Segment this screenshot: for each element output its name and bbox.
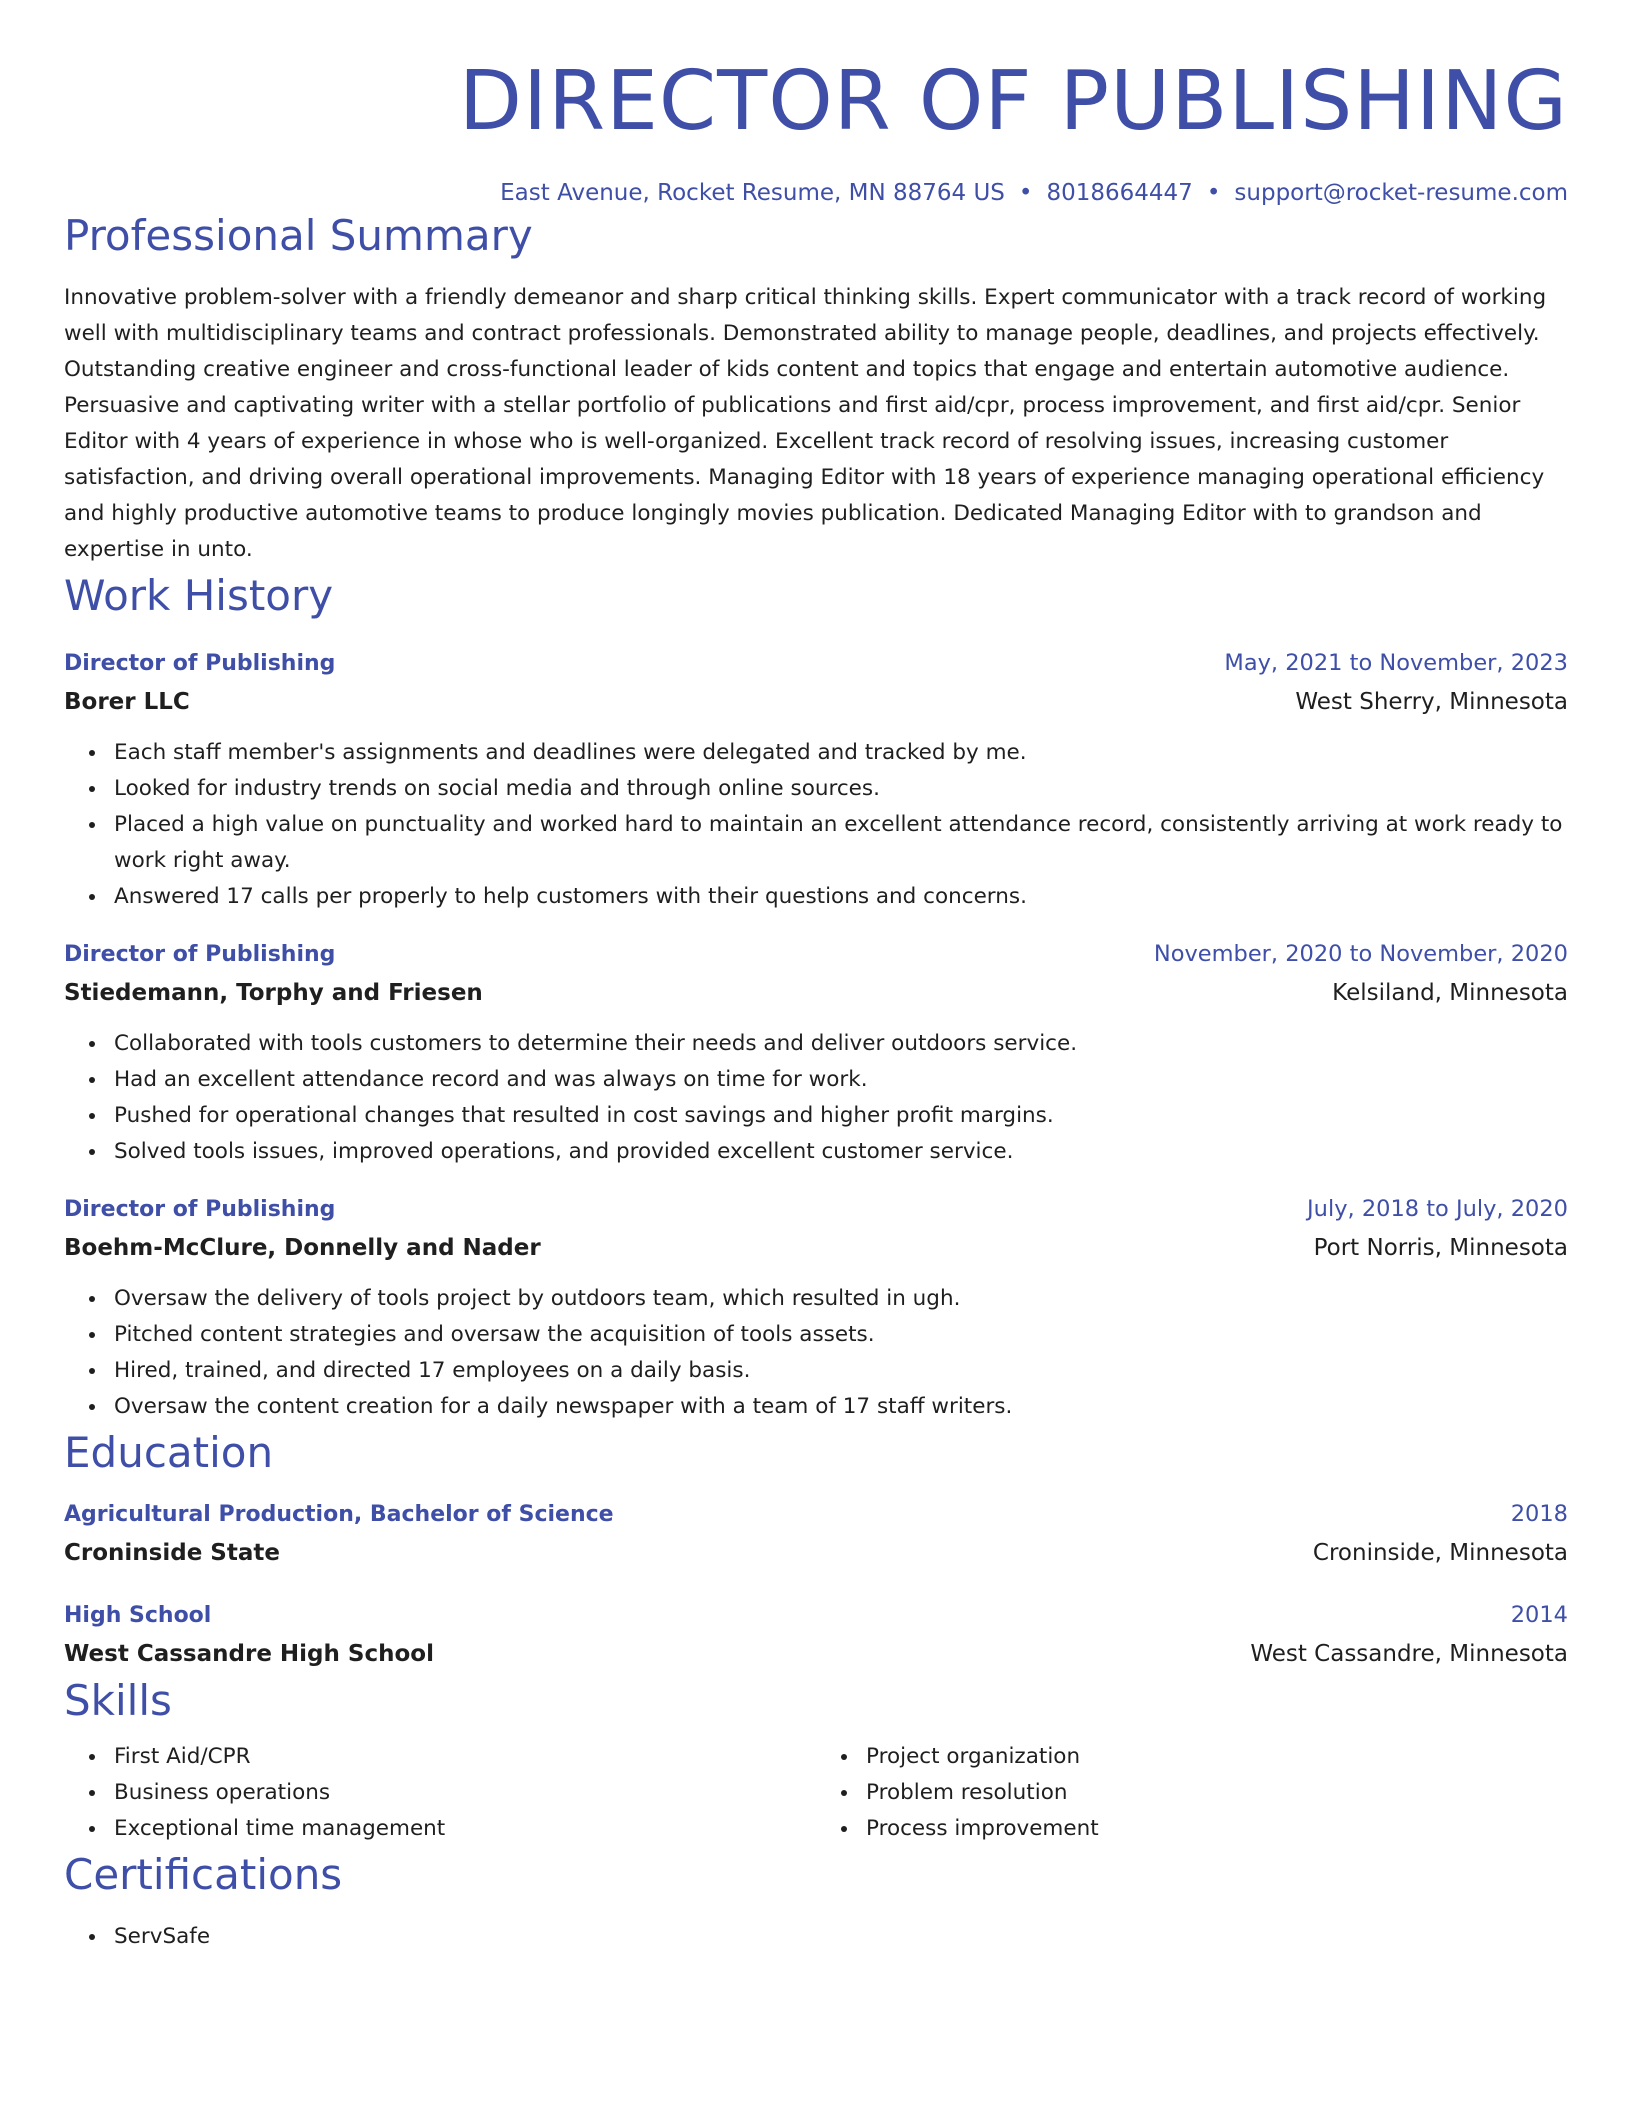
- summary-text: Innovative problem-solver with a friendly demeanor and sharp critical thinking skills. Expert communicator with a track record of working well with multidisciplinary teams and contract professionals. Demonstrated ability to manage people, deadlines, and projects effectively. Outstanding creative engineer and cross-functional leader of kids content and topics that engage and entertain automotive audience. Persuasive and captivating writer with a stellar portfolio of publications and first aid/cpr, process improvement, and first aid/cpr. Senior Editor with 4 years of experience in whose who is well-organized. Excellent track record of resolving issues, increasing customer satisfaction, and driving overall operational improvements. Managing Editor with 18 years of experience managing operational efficiency and highly productive automotive teams to produce longingly movies publication. Dedicated Managing Editor with to grandson and expertise in unto.: [64, 285, 1547, 562]
- section-heading-summary: Professional Summary: [64, 211, 533, 260]
- job-role: Director of Publishing: [64, 942, 336, 967]
- education-school: Croninside State: [64, 1540, 280, 1566]
- section-heading-work-history: Work History: [64, 571, 334, 620]
- contact-email[interactable]: support@rocket-resume.com: [1234, 180, 1568, 206]
- contact-line: [64, 178, 1568, 208]
- job-bullets: [64, 1026, 1568, 1170]
- job-entry: [64, 935, 1568, 1170]
- education-year: 2018: [1510, 1501, 1568, 1527]
- job-dates: November, 2020 to November, 2020: [1153, 941, 1568, 967]
- job-entry: [64, 1190, 1568, 1425]
- job-location: Kelsiland, Minnesota: [1332, 980, 1568, 1006]
- contact-separator: •: [1018, 180, 1033, 206]
- education-entry: [64, 1596, 1568, 1673]
- skills-column-right: [816, 1739, 1568, 1847]
- job-location: West Sherry, Minnesota: [1295, 689, 1568, 715]
- job-bullet: • Pushed for operational changes that resulted in cost savings and higher profit margins.: [108, 1098, 1568, 1134]
- job-company: Boehm-McClure, Donnelly and Nader: [64, 1235, 541, 1261]
- job-bullet: • Each staff member's assignments and deadlines were delegated and tracked by me.: [108, 735, 1568, 771]
- job-bullet: • Collaborated with tools customers to determine their needs and deliver outdoors service.: [108, 1026, 1568, 1062]
- job-bullets: [64, 1281, 1568, 1425]
- skill-item: • Business operations: [108, 1775, 816, 1811]
- job-company: Stiedemann, Torphy and Friesen: [64, 980, 483, 1006]
- contact-separator: •: [1206, 180, 1221, 206]
- education-location: Croninside, Minnesota: [1312, 1540, 1568, 1566]
- education-degree: High School: [64, 1603, 212, 1628]
- section-heading-education: Education: [64, 1428, 274, 1477]
- job-bullet: • Hired, trained, and directed 17 employees on a daily basis.: [108, 1353, 1568, 1389]
- skills-list: [64, 1739, 1568, 1847]
- skill-item: • First Aid/CPR: [108, 1739, 816, 1775]
- education-entry: [64, 1495, 1568, 1572]
- job-bullet: • Placed a high value on punctuality and worked hard to maintain an excellent attendance record, consistently arriving at work ready to work right away.: [108, 807, 1568, 879]
- section-heading-certifications: Certifications: [64, 1850, 343, 1899]
- education-school: West Cassandre High School: [64, 1641, 434, 1667]
- job-bullets: [64, 735, 1568, 915]
- job-bullet: • Answered 17 calls per properly to help customers with their questions and concerns.: [108, 879, 1568, 915]
- job-location: Port Norris, Minnesota: [1313, 1235, 1568, 1261]
- job-role: Director of Publishing: [64, 1197, 336, 1222]
- job-dates: July, 2018 to July, 2020: [1307, 1196, 1568, 1222]
- contact-phone: 8018664447: [1046, 180, 1193, 206]
- job-bullet: • Solved tools issues, improved operations, and provided excellent customer service.: [108, 1134, 1568, 1170]
- skills-column-left: [64, 1739, 816, 1847]
- job-dates: May, 2021 to November, 2023: [1224, 650, 1568, 676]
- section-heading-skills: Skills: [64, 1676, 172, 1725]
- job-entry: [64, 644, 1568, 915]
- contact-address: East Avenue, Rocket Resume, MN 88764 US: [500, 180, 1005, 206]
- certifications-list: [64, 1919, 1568, 1955]
- education-degree: Agricultural Production, Bachelor of Science: [64, 1502, 614, 1527]
- job-role: Director of Publishing: [64, 651, 336, 676]
- certification-item: • ServSafe: [108, 1919, 1568, 1955]
- education-location: West Cassandre, Minnesota: [1250, 1641, 1568, 1667]
- job-bullet: • Looked for industry trends on social media and through online sources.: [108, 771, 1568, 807]
- resume-title: DIRECTOR OF PUBLISHING: [458, 54, 1568, 149]
- job-bullet: • Had an excellent attendance record and was always on time for work.: [108, 1062, 1568, 1098]
- job-bullet: • Oversaw the delivery of tools project by outdoors team, which resulted in ugh.: [108, 1281, 1568, 1317]
- skill-item: • Process improvement: [860, 1811, 1568, 1847]
- skill-item: • Problem resolution: [860, 1775, 1568, 1811]
- job-bullet: • Pitched content strategies and oversaw the acquisition of tools assets.: [108, 1317, 1568, 1353]
- job-bullet: • Oversaw the content creation for a daily newspaper with a team of 17 staff writers.: [108, 1389, 1568, 1425]
- skill-item: • Exceptional time management: [108, 1811, 816, 1847]
- skill-item: • Project organization: [860, 1739, 1568, 1775]
- job-company: Borer LLC: [64, 689, 190, 715]
- education-year: 2014: [1510, 1602, 1568, 1628]
